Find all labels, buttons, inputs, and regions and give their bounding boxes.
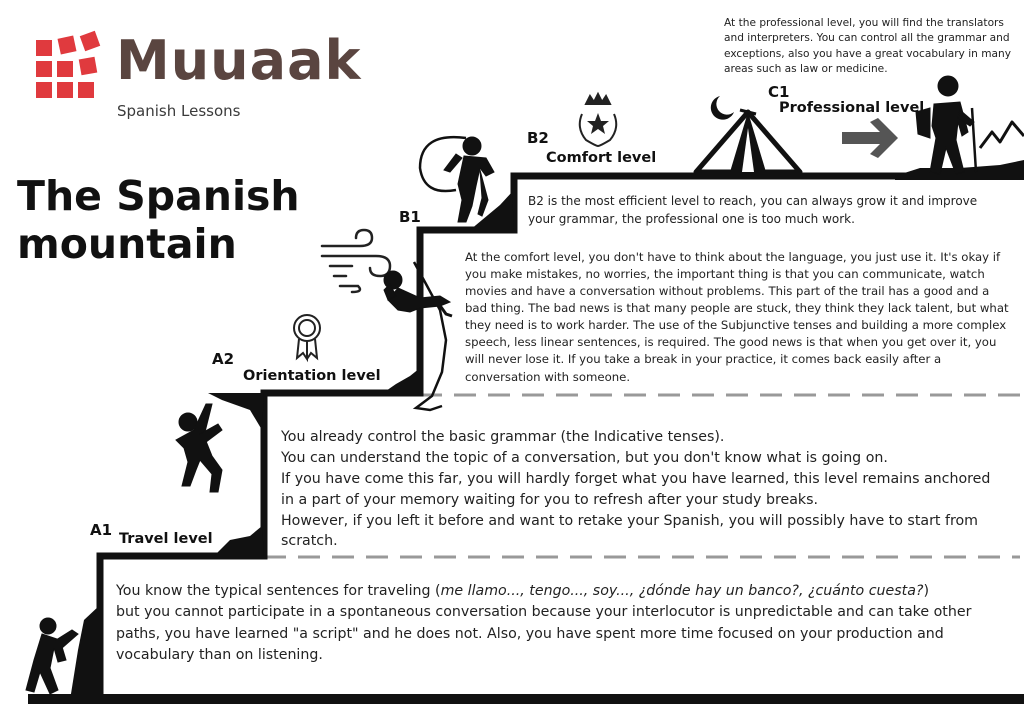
description-a1-examples: me llamo..., tengo..., soy..., ¿dónde hay un banco?, ¿cuánto cuesta? bbox=[440, 583, 924, 599]
rock-a1 bbox=[70, 605, 100, 700]
description-a2-line: However, if you left it before and want to retake your Spanish, you will possibly have to start from scratch. bbox=[281, 512, 979, 550]
level-code-a2: A2 bbox=[212, 350, 235, 368]
description-a1 bbox=[116, 581, 1006, 666]
tent-icon bbox=[696, 110, 800, 172]
level-code-a1: A1 bbox=[90, 521, 113, 539]
star-laurel-crown-icon bbox=[580, 94, 617, 146]
wind-icon bbox=[322, 230, 390, 292]
climbing-person-icon bbox=[26, 618, 78, 694]
description-b2: B2 is the most efficient level to reach, you can always grow it and improve your grammar, the professional one is too much work. bbox=[528, 194, 978, 226]
description-c1: At the professional level, you will find the translators and interpreters. You can control all the grammar and exceptions, also you have a great vocabulary in many areas such as law or medicine. bbox=[724, 17, 1012, 76]
rock-b1-base bbox=[383, 368, 420, 393]
description-a2-line: in a part of your memory waiting for you to refresh after your study breaks. bbox=[281, 491, 819, 508]
rock-a2-base bbox=[214, 526, 264, 556]
description-a1-rest: but you cannot participate in a spontaneous conversation because your interlocutor is unpredictable and can take other paths, you have learned "a script" and he does not. Also, you have spent more time focused on your production and vocabulary than on listening. bbox=[116, 604, 972, 663]
logo-squares-icon bbox=[36, 31, 100, 98]
wall-climber-icon bbox=[176, 404, 222, 492]
description-a2 bbox=[281, 427, 1006, 552]
summit-climber-icon bbox=[420, 137, 494, 222]
logo-wordmark: Muuaak bbox=[116, 29, 362, 92]
description-a2-line: You already control the basic grammar (the Indicative tenses). bbox=[281, 429, 725, 445]
description-a1-intro: You know the typical sentences for traveling ( bbox=[116, 583, 441, 599]
title-line-1: The Spanish bbox=[17, 172, 300, 220]
description-a2-line: If you have come this far, you will hardly forget what you have learned, this level remains anchored bbox=[281, 470, 991, 487]
level-name-c1: Professional level bbox=[779, 100, 925, 116]
level-name-b2: Comfort level bbox=[546, 150, 657, 166]
level-code-c1: C1 bbox=[768, 83, 790, 101]
ground-line bbox=[28, 694, 1024, 704]
level-name-a1: Travel level bbox=[119, 531, 213, 547]
description-b1: At the comfort level, you don't have to think about the language, you just use it. It's okay if you make mistakes, no worries, the important thing is that you can communicate, watch movies and have a conversation without problems. This part of the trail has a good and a bad thing. The bad news is that many people are stuck, they think they lack talent, but what they need is to work harder. The use of the Subjunctive tenses and building a more complex speech, less linear sentences, is required. The good news is that when you get over it, you will never lose it. If you take a break in your practice, it comes back easily after a conversation with someone. bbox=[465, 250, 1009, 384]
level-name-a2: Orientation level bbox=[243, 368, 381, 384]
page-title bbox=[17, 172, 300, 269]
logo-subtitle: Spanish Lessons bbox=[117, 102, 241, 120]
level-code-b2: B2 bbox=[527, 129, 549, 147]
description-a1-close: ) bbox=[923, 583, 929, 599]
arrow-right-icon bbox=[842, 118, 898, 158]
level-code-b1: B1 bbox=[399, 208, 421, 226]
rock-b2-base bbox=[470, 192, 514, 230]
moon-icon bbox=[711, 96, 734, 120]
title-line-2: mountain bbox=[17, 220, 237, 269]
hiker-icon bbox=[916, 76, 976, 174]
description-a2-line: You can understand the topic of a conversation, but you don't know what is going on. bbox=[281, 449, 888, 466]
mountains-icon bbox=[980, 122, 1024, 148]
award-ribbon-icon bbox=[294, 315, 320, 359]
